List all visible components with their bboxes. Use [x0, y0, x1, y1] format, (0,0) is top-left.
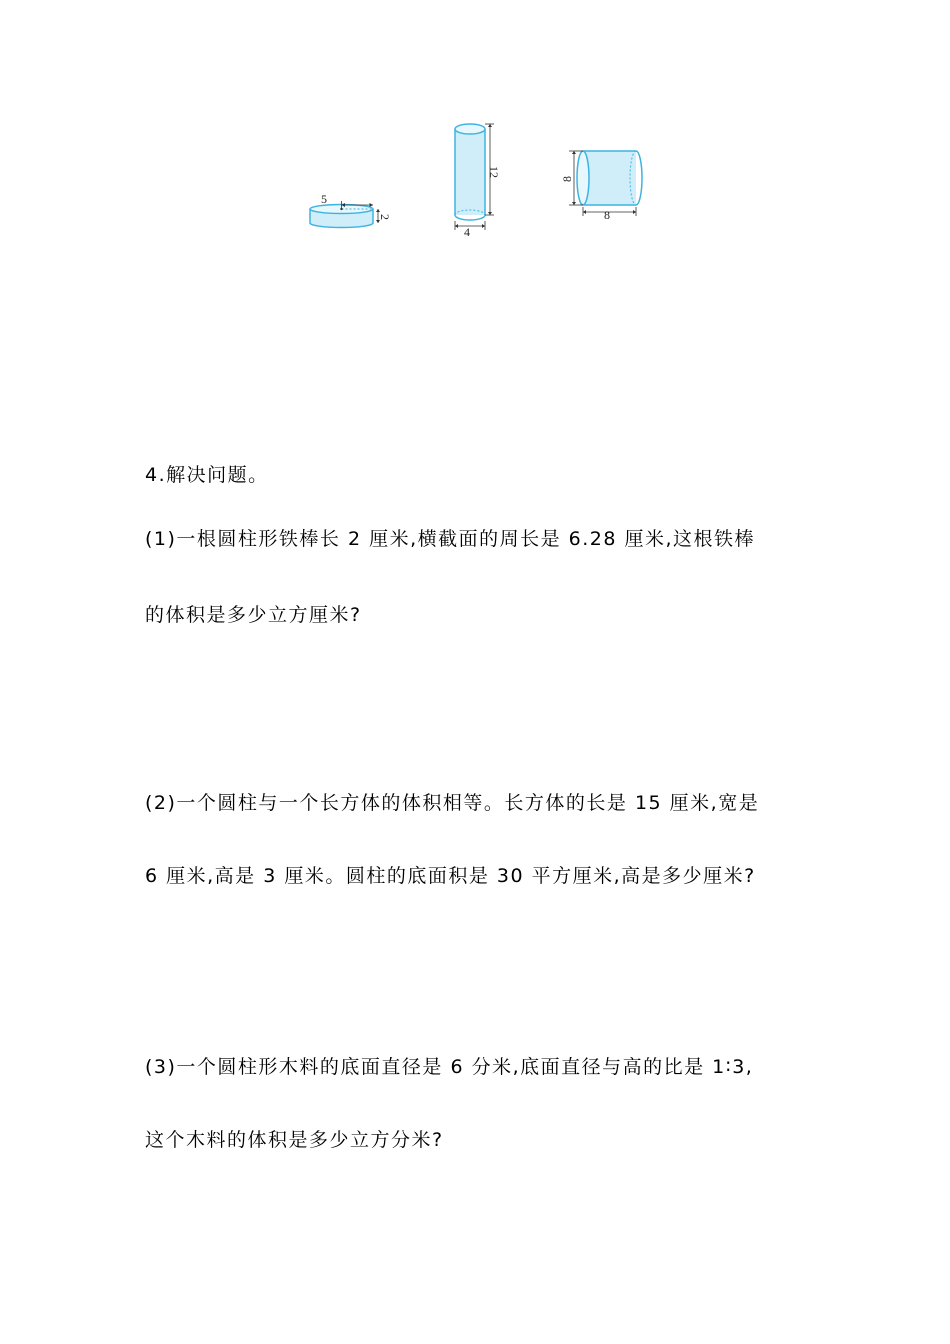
cylinder-c-length-label: 8: [604, 208, 610, 222]
cylinder-b-height-label: 12: [487, 166, 501, 178]
question-3-line-2: 这个木料的体积是多少立方分米?: [145, 1129, 444, 1151]
section-title: 4.解决问题。: [145, 464, 269, 486]
question-2-line-1: (2)一个圆柱与一个长方体的体积相等。长方体的长是 15 厘米,宽是: [145, 792, 760, 814]
question-2-line-2: 6 厘米,高是 3 厘米。圆柱的底面积是 30 平方厘米,高是多少厘米?: [145, 865, 756, 887]
cylinder-a-radius-label: 5: [321, 192, 327, 206]
cylinder-b-diameter-label: 4: [464, 225, 470, 239]
question-1-line-2: 的体积是多少立方厘米?: [145, 604, 362, 626]
cylinder-a-height-label: 2: [378, 214, 392, 220]
cylinder-c: [569, 151, 642, 216]
cylinder-figures: [0, 0, 950, 260]
cylinder-figures-svg: [0, 0, 950, 260]
question-3-line-1: (3)一个圆柱形木料的底面直径是 6 分米,底面直径与高的比是 1∶3,: [145, 1056, 754, 1078]
cylinder-c-height-label: 8: [560, 176, 574, 182]
question-1-line-1: (1)一根圆柱形铁棒长 2 厘米,横截面的周长是 6.28 厘米,这根铁棒: [145, 528, 756, 550]
